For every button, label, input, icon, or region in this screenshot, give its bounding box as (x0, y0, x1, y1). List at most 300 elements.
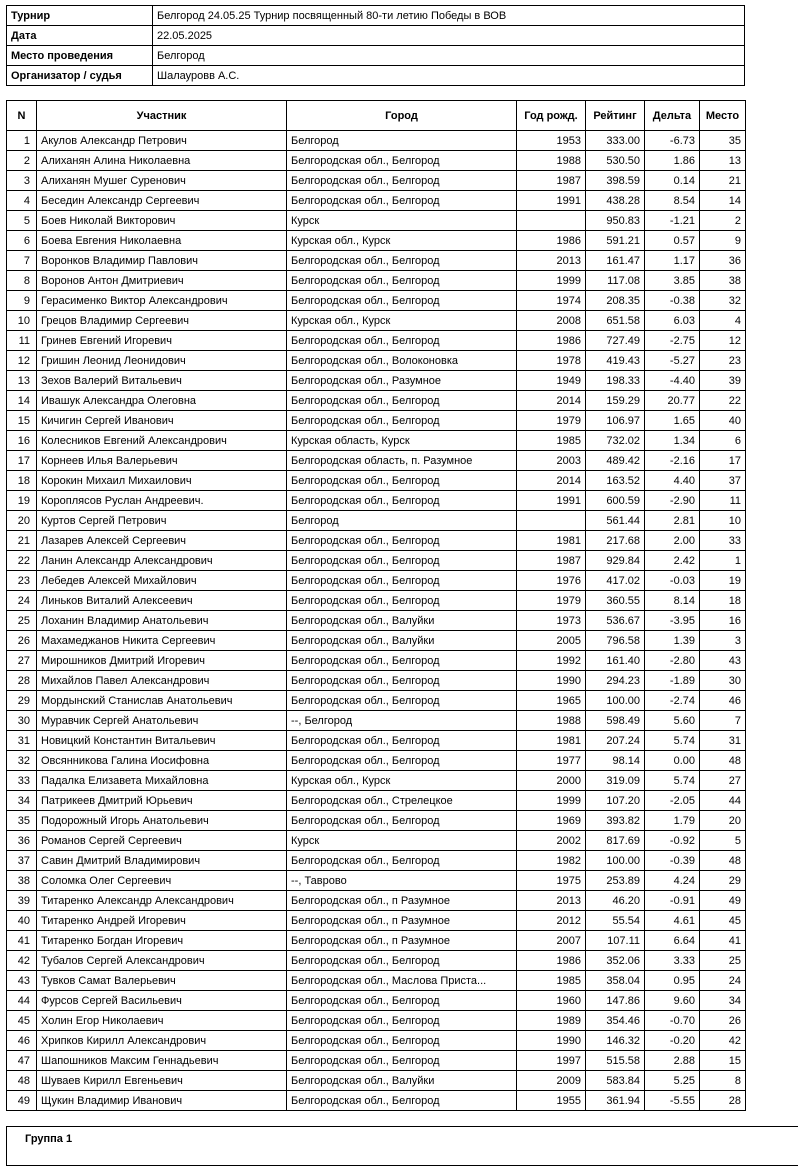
table-row (7, 991, 746, 1011)
birth-year: 2009 (517, 1071, 586, 1091)
participant-name: Боев Николай Викторович (37, 211, 287, 231)
city: Курская обл., Курск (287, 771, 517, 791)
rating: 796.58 (586, 631, 645, 651)
city: Белгородская обл., Белгород (287, 1011, 517, 1031)
place: 45 (700, 911, 746, 931)
row-number: 37 (7, 851, 37, 871)
birth-year: 1991 (517, 191, 586, 211)
delta: 8.54 (645, 191, 700, 211)
row-number: 30 (7, 711, 37, 731)
row-number: 20 (7, 511, 37, 531)
delta: -2.16 (645, 451, 700, 471)
city: --, Белгород (287, 711, 517, 731)
city: Белгородская обл., Белгород (287, 391, 517, 411)
row-number: 35 (7, 811, 37, 831)
info-label: Турнир (7, 6, 153, 26)
row-number: 13 (7, 371, 37, 391)
participant-name: Шуваев Кирилл Евгеньевич (37, 1071, 287, 1091)
participant-name: Соломка Олег Сергеевич (37, 871, 287, 891)
city: Белгородская обл., п Разумное (287, 931, 517, 951)
city: Белгородская обл., Валуйки (287, 611, 517, 631)
row-number: 16 (7, 431, 37, 451)
rating: 398.59 (586, 171, 645, 191)
rating: 100.00 (586, 851, 645, 871)
city: Белгородская обл., Белгород (287, 251, 517, 271)
rating: 489.42 (586, 451, 645, 471)
rating: 817.69 (586, 831, 645, 851)
row-number: 46 (7, 1031, 37, 1051)
row-number: 41 (7, 931, 37, 951)
rating: 100.00 (586, 691, 645, 711)
place: 13 (700, 151, 746, 171)
table-row (7, 571, 746, 591)
participant-name: Михайлов Павел Александрович (37, 671, 287, 691)
birth-year: 1991 (517, 491, 586, 511)
city: Курск (287, 211, 517, 231)
city: Курская область, Курск (287, 431, 517, 451)
row-number: 14 (7, 391, 37, 411)
table-row (7, 391, 746, 411)
place: 20 (700, 811, 746, 831)
participant-name: Линьков Виталий Алексеевич (37, 591, 287, 611)
table-row (7, 971, 746, 991)
city: Белгородская обл., Белгород (287, 671, 517, 691)
place: 35 (700, 131, 746, 151)
participant-name: Мордынский Станислав Анатольевич (37, 691, 287, 711)
rating: 358.04 (586, 971, 645, 991)
table-row (7, 711, 746, 731)
participant-name: Романов Сергей Сергеевич (37, 831, 287, 851)
row-number: 47 (7, 1051, 37, 1071)
place: 8 (700, 1071, 746, 1091)
birth-year: 1985 (517, 971, 586, 991)
city: Белгородская обл., Белгород (287, 291, 517, 311)
participant-name: Титаренко Александр Александрович (37, 891, 287, 911)
rating: 393.82 (586, 811, 645, 831)
delta: -6.73 (645, 131, 700, 151)
place: 27 (700, 771, 746, 791)
birth-year: 1979 (517, 411, 586, 431)
place: 34 (700, 991, 746, 1011)
rating: 515.58 (586, 1051, 645, 1071)
rating: 600.59 (586, 491, 645, 511)
birth-year: 1982 (517, 851, 586, 871)
row-number: 44 (7, 991, 37, 1011)
table-row (7, 491, 746, 511)
birth-year: 1955 (517, 1091, 586, 1111)
row-number: 38 (7, 871, 37, 891)
place: 17 (700, 451, 746, 471)
rating: 950.83 (586, 211, 645, 231)
place: 24 (700, 971, 746, 991)
info-row (7, 26, 745, 46)
participant-name: Воронов Антон Дмитриевич (37, 271, 287, 291)
table-row (7, 691, 746, 711)
table-row (7, 351, 746, 371)
delta: 2.00 (645, 531, 700, 551)
participant-name: Лазарев Алексей Сергеевич (37, 531, 287, 551)
birth-year: 1979 (517, 591, 586, 611)
participant-name: Лебедев Алексей Михайлович (37, 571, 287, 591)
city: --, Таврово (287, 871, 517, 891)
row-number: 2 (7, 151, 37, 171)
participant-name: Хрипков Кирилл Александрович (37, 1031, 287, 1051)
city: Белгородская обл., Белгород (287, 1091, 517, 1111)
rating: 732.02 (586, 431, 645, 451)
participant-name: Гринев Евгений Игоревич (37, 331, 287, 351)
city: Белгородская обл., Белгород (287, 471, 517, 491)
participant-name: Махамеджанов Никита Сергеевич (37, 631, 287, 651)
city: Белгородская обл., Белгород (287, 151, 517, 171)
rating: 651.58 (586, 311, 645, 331)
tournament-info-body (7, 6, 745, 86)
table-row (7, 951, 746, 971)
delta: 0.14 (645, 171, 700, 191)
participant-name: Ланин Александр Александрович (37, 551, 287, 571)
rating: 46.20 (586, 891, 645, 911)
table-row (7, 591, 746, 611)
table-row (7, 771, 746, 791)
table-row (7, 731, 746, 751)
place: 28 (700, 1091, 746, 1111)
birth-year: 1997 (517, 1051, 586, 1071)
row-number: 36 (7, 831, 37, 851)
participant-name: Кичигин Сергей Иванович (37, 411, 287, 431)
place: 39 (700, 371, 746, 391)
rating: 929.84 (586, 551, 645, 571)
participant-name: Гришин Леонид Леонидович (37, 351, 287, 371)
delta: 1.65 (645, 411, 700, 431)
row-number: 10 (7, 311, 37, 331)
table-row (7, 811, 746, 831)
rating: 417.02 (586, 571, 645, 591)
delta: -1.89 (645, 671, 700, 691)
participant-name: Алиханян Мушег Суренович (37, 171, 287, 191)
birth-year: 1981 (517, 731, 586, 751)
place: 5 (700, 831, 746, 851)
rating: 294.23 (586, 671, 645, 691)
participant-name: Тубалов Сергей Александрович (37, 951, 287, 971)
participant-name: Алиханян Алина Николаевна (37, 151, 287, 171)
delta: -0.70 (645, 1011, 700, 1031)
header-n: N (7, 101, 37, 131)
city: Белгородская обл., Белгород (287, 751, 517, 771)
city: Белгород (287, 511, 517, 531)
birth-year: 1988 (517, 151, 586, 171)
place: 23 (700, 351, 746, 371)
rating: 207.24 (586, 731, 645, 751)
place: 16 (700, 611, 746, 631)
participant-name: Холин Егор Николаевич (37, 1011, 287, 1031)
birth-year: 1969 (517, 811, 586, 831)
rating: 147.86 (586, 991, 645, 1011)
city: Белгородская обл., Белгород (287, 591, 517, 611)
rating: 107.20 (586, 791, 645, 811)
delta: 1.17 (645, 251, 700, 271)
row-number: 18 (7, 471, 37, 491)
participant-name: Акулов Александр Петрович (37, 131, 287, 151)
header-delta: Дельта (645, 101, 700, 131)
delta: -2.90 (645, 491, 700, 511)
row-number: 5 (7, 211, 37, 231)
delta: 1.79 (645, 811, 700, 831)
city: Белгородская обл., Валуйки (287, 1071, 517, 1091)
birth-year: 2014 (517, 391, 586, 411)
place: 22 (700, 391, 746, 411)
participant-name: Новицкий Константин Витальевич (37, 731, 287, 751)
delta: 2.81 (645, 511, 700, 531)
participant-name: Подорожный Игорь Анатольевич (37, 811, 287, 831)
delta: 4.61 (645, 911, 700, 931)
info-value: Шалауровв А.С. (153, 66, 745, 86)
participant-name: Фурсов Сергей Васильевич (37, 991, 287, 1011)
city: Белгородская обл., Белгород (287, 851, 517, 871)
birth-year: 1985 (517, 431, 586, 451)
city: Белгородская обл., Белгород (287, 491, 517, 511)
place: 43 (700, 651, 746, 671)
delta: -2.74 (645, 691, 700, 711)
rating: 352.06 (586, 951, 645, 971)
row-number: 9 (7, 291, 37, 311)
city: Белгородская область, п. Разумное (287, 451, 517, 471)
city: Белгородская обл., Волоконовка (287, 351, 517, 371)
rating: 217.68 (586, 531, 645, 551)
row-number: 31 (7, 731, 37, 751)
row-number: 33 (7, 771, 37, 791)
birth-year: 1975 (517, 871, 586, 891)
place: 19 (700, 571, 746, 591)
city: Белгородская обл., Белгород (287, 1051, 517, 1071)
birth-year: 1999 (517, 791, 586, 811)
place: 30 (700, 671, 746, 691)
row-number: 40 (7, 911, 37, 931)
delta: 4.24 (645, 871, 700, 891)
delta: -0.03 (645, 571, 700, 591)
participant-name: Корнеев Илья Валерьевич (37, 451, 287, 471)
row-number: 42 (7, 951, 37, 971)
place: 32 (700, 291, 746, 311)
place: 38 (700, 271, 746, 291)
rating: 106.97 (586, 411, 645, 431)
delta: 9.60 (645, 991, 700, 1011)
place: 42 (700, 1031, 746, 1051)
city: Белгородская обл., Белгород (287, 271, 517, 291)
place: 36 (700, 251, 746, 271)
table-row (7, 451, 746, 471)
birth-year: 1978 (517, 351, 586, 371)
city: Белгородская обл., Белгород (287, 571, 517, 591)
rating: 161.47 (586, 251, 645, 271)
participant-name: Боева Евгения Николаевна (37, 231, 287, 251)
city: Белгородская обл., Маслова Приста... (287, 971, 517, 991)
birth-year: 1990 (517, 1031, 586, 1051)
place: 10 (700, 511, 746, 531)
table-row (7, 911, 746, 931)
participant-name: Муравчик Сергей Анатольевич (37, 711, 287, 731)
birth-year: 2013 (517, 891, 586, 911)
row-number: 22 (7, 551, 37, 571)
group-section (6, 1126, 798, 1166)
tournament-info-table (6, 5, 745, 86)
info-row (7, 6, 745, 26)
participant-name: Лоханин Владимир Анатольевич (37, 611, 287, 631)
rating: 253.89 (586, 871, 645, 891)
row-number: 45 (7, 1011, 37, 1031)
results-body (7, 131, 746, 1111)
row-number: 6 (7, 231, 37, 251)
city: Белгородская обл., Белгород (287, 191, 517, 211)
delta: 2.42 (645, 551, 700, 571)
birth-year: 2013 (517, 251, 586, 271)
table-row (7, 371, 746, 391)
table-row (7, 611, 746, 631)
rating: 419.43 (586, 351, 645, 371)
participant-name: Патрикеев Дмитрий Юрьевич (37, 791, 287, 811)
city: Белгородская обл., Белгород (287, 811, 517, 831)
header-participant: Участник (37, 101, 287, 131)
birth-year: 1965 (517, 691, 586, 711)
header-place: Место (700, 101, 746, 131)
table-row (7, 411, 746, 431)
birth-year: 1986 (517, 331, 586, 351)
delta: 5.25 (645, 1071, 700, 1091)
place: 6 (700, 431, 746, 451)
participant-name: Корокин Михаил Михаилович (37, 471, 287, 491)
place: 33 (700, 531, 746, 551)
delta: -2.75 (645, 331, 700, 351)
row-number: 26 (7, 631, 37, 651)
participant-name: Шапошников Максим Геннадьевич (37, 1051, 287, 1071)
place: 9 (700, 231, 746, 251)
info-value: Белгород (153, 46, 745, 66)
table-row (7, 1071, 746, 1091)
header-birth-year: Год рожд. (517, 101, 586, 131)
row-number: 39 (7, 891, 37, 911)
row-number: 24 (7, 591, 37, 611)
birth-year: 1974 (517, 291, 586, 311)
delta: -0.38 (645, 291, 700, 311)
delta: -2.80 (645, 651, 700, 671)
place: 12 (700, 331, 746, 351)
birth-year: 1981 (517, 531, 586, 551)
delta: -0.91 (645, 891, 700, 911)
birth-year (517, 211, 586, 231)
table-row (7, 271, 746, 291)
table-row (7, 1031, 746, 1051)
delta: 5.74 (645, 731, 700, 751)
rating: 159.29 (586, 391, 645, 411)
birth-year: 2014 (517, 471, 586, 491)
delta: 5.60 (645, 711, 700, 731)
place: 15 (700, 1051, 746, 1071)
delta: -0.39 (645, 851, 700, 871)
place: 37 (700, 471, 746, 491)
row-number: 15 (7, 411, 37, 431)
rating: 98.14 (586, 751, 645, 771)
birth-year: 2012 (517, 911, 586, 931)
delta: -0.92 (645, 831, 700, 851)
table-row (7, 791, 746, 811)
row-number: 29 (7, 691, 37, 711)
results-header-row (7, 101, 746, 131)
info-label: Дата (7, 26, 153, 46)
participant-name: Герасименко Виктор Александрович (37, 291, 287, 311)
participant-name: Воронков Владимир Павлович (37, 251, 287, 271)
rating: 536.67 (586, 611, 645, 631)
delta: 8.14 (645, 591, 700, 611)
header-rating: Рейтинг (586, 101, 645, 131)
rating: 117.08 (586, 271, 645, 291)
row-number: 11 (7, 331, 37, 351)
table-row (7, 1051, 746, 1071)
rating: 319.09 (586, 771, 645, 791)
city: Белгородская обл., Белгород (287, 1031, 517, 1051)
birth-year: 1973 (517, 611, 586, 631)
birth-year: 1999 (517, 271, 586, 291)
birth-year: 2005 (517, 631, 586, 651)
table-row (7, 471, 746, 491)
birth-year: 1989 (517, 1011, 586, 1031)
birth-year: 1953 (517, 131, 586, 151)
participant-name: Грецов Владимир Сергеевич (37, 311, 287, 331)
rating: 583.84 (586, 1071, 645, 1091)
table-row (7, 331, 746, 351)
participant-name: Овсянникова Галина Иосифовна (37, 751, 287, 771)
birth-year: 1992 (517, 651, 586, 671)
place: 41 (700, 931, 746, 951)
city: Белгородская обл., п Разумное (287, 911, 517, 931)
place: 40 (700, 411, 746, 431)
city: Курская обл., Курск (287, 311, 517, 331)
place: 49 (700, 891, 746, 911)
table-row (7, 171, 746, 191)
birth-year: 1990 (517, 671, 586, 691)
rating: 360.55 (586, 591, 645, 611)
birth-year: 2002 (517, 831, 586, 851)
place: 25 (700, 951, 746, 971)
table-row (7, 631, 746, 651)
place: 21 (700, 171, 746, 191)
city: Белгородская обл., Разумное (287, 371, 517, 391)
city: Белгородская обл., Белгород (287, 411, 517, 431)
delta: 0.00 (645, 751, 700, 771)
city: Белгородская обл., Белгород (287, 171, 517, 191)
delta: 6.64 (645, 931, 700, 951)
delta: -5.55 (645, 1091, 700, 1111)
place: 4 (700, 311, 746, 331)
info-label: Место проведения (7, 46, 153, 66)
participant-name: Тувков Самат Валерьевич (37, 971, 287, 991)
header-city: Город (287, 101, 517, 131)
row-number: 1 (7, 131, 37, 151)
city: Белгородская обл., Белгород (287, 731, 517, 751)
row-number: 21 (7, 531, 37, 551)
table-row (7, 511, 746, 531)
place: 11 (700, 491, 746, 511)
participant-name: Колесников Евгений Александрович (37, 431, 287, 451)
participant-name: Титаренко Богдан Игоревич (37, 931, 287, 951)
place: 31 (700, 731, 746, 751)
delta: -0.20 (645, 1031, 700, 1051)
table-row (7, 231, 746, 251)
delta: -2.05 (645, 791, 700, 811)
birth-year: 2000 (517, 771, 586, 791)
place: 26 (700, 1011, 746, 1031)
table-row (7, 311, 746, 331)
delta: 2.88 (645, 1051, 700, 1071)
results-table (6, 100, 746, 1111)
info-label: Организатор / судья (7, 66, 153, 86)
